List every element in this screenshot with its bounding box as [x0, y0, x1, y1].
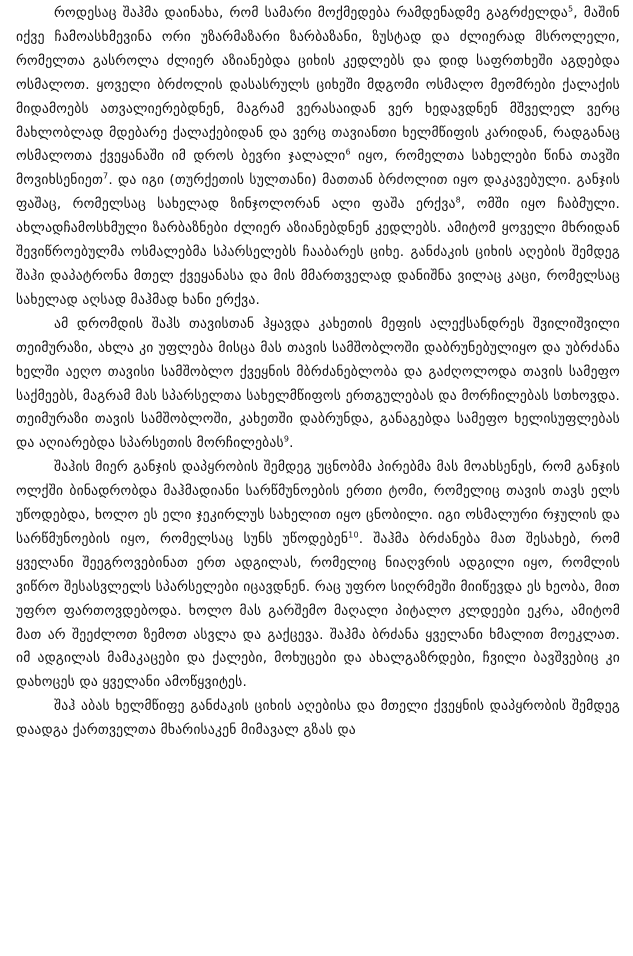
footnote-ref-8: 8 [455, 195, 461, 205]
paragraph-1-text-cont: , მაშინ იქვე ჩამოასხმევინა ორი უზარმაზარი ზარბაზანი, ზუსტად და ძლიერად მსროლელი, რომელთა გასროლა ძლიერ აზიანებდა ციხის კედლებს და დიდ საფრთხეში აგდებდა ოსმალოთ. ყოველი ბრძოლის დასასრულს ციხეში მდგომი ოსმალო მეომრები ქალაქის მიდამოებს ათვალიერებდნენ, მაგრამ ვერასაიდან ვერ ხედავდნენ მშველელ ვერც მახლობლად მდებარე ქალაქებიდან და ვერც თავიანთი ხელმწიფის კარიდან, რადგანაც ოსმალოთა ქვეყანაში იმ დროს ბევრი ჯალალი [16, 5, 620, 165]
paragraph-1-text-cont2: იყო, რომელთა სახელები წინა თავში მოვიხსენიეთ [16, 148, 620, 189]
paragraph-1-text-cont3: . და იგი (თურქეთის სულთანი) მათთან ბრძოლით იყო დაკავებული. განჯის ფაშაც, რომელსაც სახელად ზინჯოლორან ალი ფაშა ერქვა [16, 172, 620, 213]
footnote-ref-5: 5 [568, 4, 574, 14]
paragraph-4 [16, 695, 620, 743]
paragraph-3-text: შაჰის მიერ განჯის დაპყრობის შემდეგ უცნობმა პირებმა მას მოახსენეს, რომ განჯის ოლქში ბინადრობდა მაჰმადიანი სარწმუნოების ერთი ტომი, რომელიც თავის თავს ელს უწოდებდა, ხოლო ეს ელი ჯეკირლუს სახელით იყო ცნობილი. იგი ოსმალური რჯულის და სარწმუნოების იყო, რომელსაც სუნს უწოდებენ [16, 459, 620, 547]
footnote-ref-7: 7 [103, 171, 109, 181]
paragraph-2-text: ამ დრომდის შაჰს თავისთან ჰყავდა კახეთის მეფის ალექსანდრეს შვილიშვილი თეიმურაზი, ახლა კი უფლება მისცა მას თავის სამშობლოში დაბრუნებულიყო და უბრძანა ხელში აეღო თავისი სამშობლო ქვეყნის მბრძანებლობა და გაძღოლოდა თავის სამეფო საქმეებს, მაგრამ მას სპარსელთა სახელმწიფოს ერთგულებას და მორჩილებას სთხოვდა. თეიმურაზი თავის სამშობლოში, კახეთში დაბრუნდა, განაგებდა სამეფო ხელისუფლებას და აღიარებდა სპარსეთის მორჩილებას [16, 315, 620, 452]
footnote-ref-6: 6 [345, 147, 351, 157]
footnote-ref-10: 10 [348, 530, 359, 540]
paragraph-3 [16, 456, 620, 695]
paragraph-4-text: შაჰ აბას ხელმწიფე განძაკის ციხის აღებისა და მთელი ქვეყნის დაპყრობის შემდეგ დაადგა ქართველთა მხარისაკენ მიმავალ გზას და [16, 698, 620, 739]
paragraph-1-text: როდესაც შაჰმა დაინახა, რომ სამარი მოქმედება რამდენადმე გაგრძელდა [54, 5, 568, 21]
document-page [16, 2, 620, 743]
paragraph-2-text-cont: . [289, 435, 294, 452]
paragraph-2 [16, 313, 620, 456]
paragraph-3-text-cont: . შაჰმა ბრძანება მათ შესახებ, რომ ყველანი შეეგროვებინათ ერთ ადგილას, რომელიც ნიაღვრის ადგილი იყო, რომლის ვიწრო შესასვლელს სპარსელები იცავდნენ. რაც უფრო სიღრმეში მიიწევდა ეს ხეობა, მით უფრო ფართოვდებოდა. ხოლო მას გარშემო მაღალი პიტალო კლდეები ეკრა, ამიტომ მათ არ შეეძლოთ ზემოთ ასვლა და გაქცევა. შაჰმა ბრძანა ყველანი ხმალით მოეკლათ. იმ ადგილას მამაკაცები და ქალები, მოხუცები და ახალგაზრდები, ჩვილი ბავშვებიც კი დახოცეს და ყველანი ამოწყვიტეს. [16, 530, 620, 691]
footnote-ref-9: 9 [283, 434, 290, 444]
paragraph-1 [16, 2, 620, 313]
paragraph-1-text-cont4: , ომში იყო ჩაბმული. ახლადჩამოსხმული ზარბაზნები ძლიერ აზიანებდნენ კედლებს. ამიტომ ყოველი მხრიდან შევიწროებულმა ოსმალებმა სპარსელებს ჩააბარეს ციხე. განძაკის ციხის აღების შემდეგ შაჰი დაპატრონა მთელ ქვეყანასა და მის მმართველად დანიშნა ვილაც კაცი, რომელსაც სახელად აღსად მაჰმად ხანი ერქვა. [16, 196, 620, 308]
